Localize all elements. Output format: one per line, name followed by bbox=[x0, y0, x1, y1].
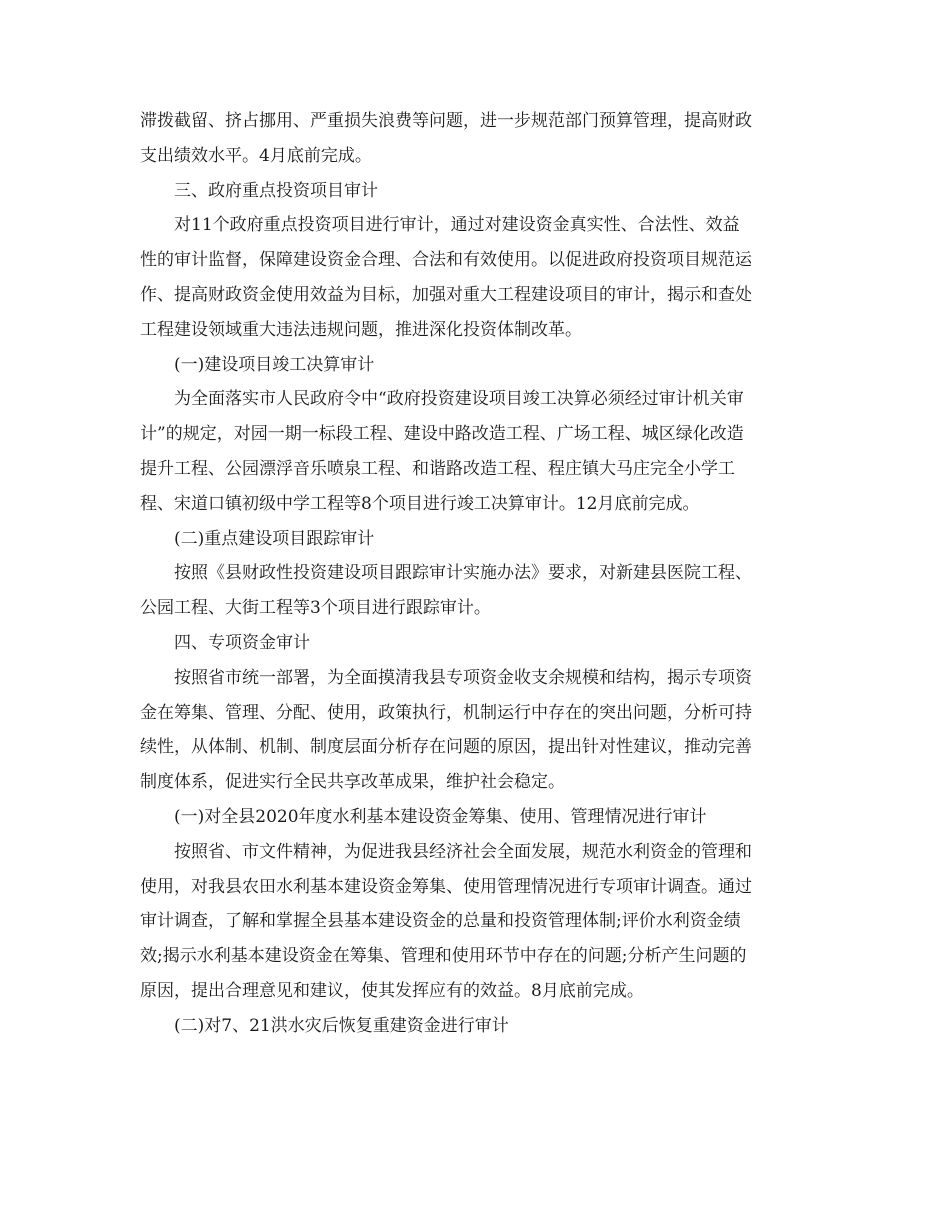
text-line: 三、政府重点投资项目审计 bbox=[174, 180, 378, 201]
text-line: 支出绩效水平。4月底前完成。 bbox=[140, 145, 372, 166]
text-line: 计”的规定，对园一期一标段工程、建设中路改造工程、广场工程、城区绿化改造 bbox=[140, 424, 744, 445]
text-line: 审计调查，了解和掌握全县基本建设资金的总量和投资管理体制;评价水利资金绩 bbox=[140, 911, 741, 932]
text-line: 为全面落实市人民政府令中“政府投资建设项目竣工决算必须经过审计机关审 bbox=[174, 389, 744, 410]
text-line: 效;揭示水利基本建设资金在筹集、管理和使用环节中存在的问题;分析产生问题的 bbox=[140, 946, 747, 967]
text-line: 制度体系，促进实行全民共享改革成果，维护社会稳定。 bbox=[140, 772, 565, 793]
text-line: 按照省、市文件精神，为促进我县经济社会全面发展，规范水利资金的管理和 bbox=[174, 841, 752, 862]
document-body bbox=[140, 111, 810, 1051]
text-line: 原因，提出合理意见和建议，使其发挥应有的效益。8月底前完成。 bbox=[140, 980, 644, 1001]
text-line: 作、提高财政资金使用效益为目标，加强对重大工程建设项目的审计，揭示和查处 bbox=[140, 284, 752, 305]
text-line: 工程建设领域重大违法违规问题，推进深化投资体制改革。 bbox=[140, 319, 582, 340]
text-line: 按照《县财政性投资建设项目跟踪审计实施办法》要求，对新建县医院工程、 bbox=[174, 563, 752, 584]
text-line: 金在筹集、管理、分配、使用，政策执行，机制运行中存在的突出问题，分析可持 bbox=[140, 702, 752, 723]
text-line: 对11个政府重点投资项目进行审计，通过对建设资金真实性、合法性、效益 bbox=[174, 215, 740, 236]
text-line: (一)建设项目竣工决算审计 bbox=[174, 354, 375, 375]
text-line: 程、宋道口镇初级中学工程等8个项目进行竣工决算审计。12月底前完成。 bbox=[140, 493, 700, 514]
text-line: 按照省市统一部署，为全面摸清我县专项资金收支余规模和结构，揭示专项资 bbox=[174, 667, 752, 688]
text-line: 续性，从体制、机制、制度层面分析存在问题的原因，提出针对性建议，推动完善 bbox=[140, 737, 752, 758]
text-line: 使用，对我县农田水利基本建设资金筹集、使用管理情况进行专项审计调查。通过 bbox=[140, 876, 752, 897]
text-line: 性的审计监督，保障建设资金合理、合法和有效使用。以促进政府投资项目规范运 bbox=[140, 250, 752, 271]
text-line: (一)对全县2020年度水利基本建设资金筹集、使用、管理情况进行审计 bbox=[174, 806, 707, 827]
text-line: 滞拨截留、挤占挪用、严重损失浪费等问题，进一步规范部门预算管理，提高财政 bbox=[140, 111, 752, 131]
text-line: 提升工程、公园漂浮音乐喷泉工程、和谐路改造工程、程庄镇大马庄完全小学工 bbox=[140, 458, 735, 479]
text-line: 公园工程、大街工程等3个项目进行跟踪审计。 bbox=[140, 598, 491, 619]
text-line: (二)对7、21洪水灾后恢复重建资金进行审计 bbox=[174, 1015, 509, 1036]
text-line: 四、专项资金审计 bbox=[174, 632, 310, 653]
text-line: (二)重点建设项目跟踪审计 bbox=[174, 528, 375, 549]
